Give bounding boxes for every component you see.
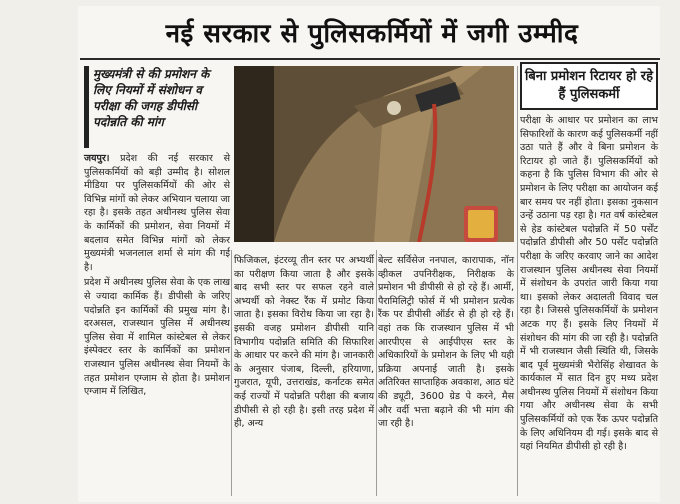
headline: नई सरकार से पुलिसकर्मियों में जगी उम्मीद: [165, 19, 579, 49]
column-divider: [231, 250, 232, 496]
column-1-paragraph-2: प्रदेश में अधीनस्थ पुलिस सेवा के एक लाख से ज्यादा कार्मिक हैं। डीपीसी के जरिए पदोन्नति इन कार्मिकों की प्रमुख मांग है। दरअसल, राजस्थान पुलिस में अधीनस्थ पुलिस सेवा में शामिल कांस्टेबल से लेकर इंस्पेक्टर स्तर के कार्मिकों का प्रमोशन राजस्थान पुलिस अधीनस्थ सेवा नियमों के तहत प्रमोशन एग्जाम से होता है। प्रमोशन एग्जाम में लिखित,: [84, 277, 230, 398]
police-uniform-illustration: [234, 66, 514, 242]
column-divider: [517, 66, 518, 496]
kicker-subheading: मुख्यमंत्री से की प्रमोशन के लिए नियमों में संशोधन व परीक्षा की जगह डीपीसी पदोन्नति की मांग: [84, 66, 230, 148]
column-1-paragraph-1: प्रदेश की नई सरकार से पुलिसकर्मियों को बड़ी उम्मीद है। सोशल मीडिया पर पुलिसकर्मियों की ओर से विभिन्न मांगों को लेकर अभियान चलाया जा रहा है। इसके तहत अधीनस्थ पुलिस सेवा के कार्मिकों की प्रमोशन, सेवा नियमों में बदलाव समेत विभिन्न मांगों को लेकर मुख्यमंत्री भजनलाल शर्मा से मांग की गई है।: [84, 153, 230, 273]
police-uniform-photo: [234, 66, 514, 242]
article-column-1: [84, 152, 230, 401]
sidebar-article-text: परीक्षा के आधार पर प्रमोशन का लाभ सिफारिशों के कारण कई पुलिसकर्मी नहीं उठा पाते हैं और वे बिना प्रमोशन के रिटायर हो जाते हैं। पुलिसकर्मियों को कहना है कि पुलिस विभाग की ओर से प्रमोशन के लिए परीक्षा का आयोजन कई बार समय पर नहीं होता। इसका नुकसान उन्हें उठाना पड़ रहा है। गत वर्ष कांस्टेबल से हेड कांस्टेबल पदोन्नति में 50 पर्सेंट पदोन्नति डीपीसी और 50 पर्सेंट पदोन्नति परीक्षा के जरिए करवाए जाने का आदेश राजस्थान पुलिस अधीनस्थ सेवा नियमों में संशोधन के उपरांत जारी किया गया था। इसको लेकर अदालती विवाद चल रहा है। जिससे पुलिसकर्मियों के प्रमोशन अटक गए हैं। इसके लिए नियमों में संशोधन की मांग की जा रही है। पदोन्नति में भी राजस्थान जैसी स्थिति थी, जिसके बाद पूर्व मुख्यमंत्री भैरोसिंह शेखावत के कार्यकाल में सात दिन हुए मध्य प्रदेश अधीनस्थ पुलिस नियमों में संशोधन किया गया और अधीनस्थ सेवा के सभी पुलिसकर्मियों को एक रैंक ऊपर पदोन्नति के लिए अधिनियम दी गई। इसके बाद से यहां नियमित डीपीसी हो रही है।: [520, 115, 658, 453]
article-column-3: बेल्ट सर्विसेज ननपाल, कारापाक, नॉन व्हीकल उपनिरीक्षक, निरीक्षक के प्रमोशन भी डीपीसी से हो रहे हैं। आर्मी, पैरामिलिट्री फोर्स में भी प्रमोशन प्रत्येक रैंक पर डीपीसी ऑर्डर से ही हो रहे हैं। वहां तक कि राजस्थान पुलिस में भी आरपीएस से आईपीएस स्तर के अधिकारियों के प्रमोशन के लिए भी यही प्रक्रिया अपनाई जाती है। इसके अतिरिक्त साप्ताहिक अवकाश, आठ घंटे की ड्यूटी, 3600 ग्रेड पे करने, मैस और वर्दी भत्ता बढ़ाने की भी मांग की जा रही है।: [378, 255, 514, 430]
dateline: जयपुर।: [84, 153, 110, 164]
sidebar-heading: बिना प्रमोशन रिटायर हो रहे हैं पुलिसकर्मी: [520, 62, 658, 110]
column-divider: [376, 250, 377, 496]
headline-rule: [80, 58, 660, 60]
article-column-2: फिजिकल, इंटरव्यू तीन स्तर पर अभ्यर्थी का परीक्षण किया जाता है और इसके बाद सभी स्तर पर सफल रहने वाले अभ्यर्थी को नेक्स्ट रैंक में प्रमोट किया जाता है। इसका विरोध किया जा रहा है। इसकी वजह प्रमोशन डीपीसी यानि विभागीय पदोन्नति समिति की सिफारिश के आधार पर करने की मांग है। जानकारी के अनुसार पंजाब, दिल्ली, हरियाणा, गुजरात, यूपी, उत्तराखंड, कर्नाटक समेत कई राज्यों में पदोन्नति परीक्षा की बजाय डीपीसी से हो रही है। इसी तरह प्रदेश में ही, अन्य: [234, 255, 374, 430]
